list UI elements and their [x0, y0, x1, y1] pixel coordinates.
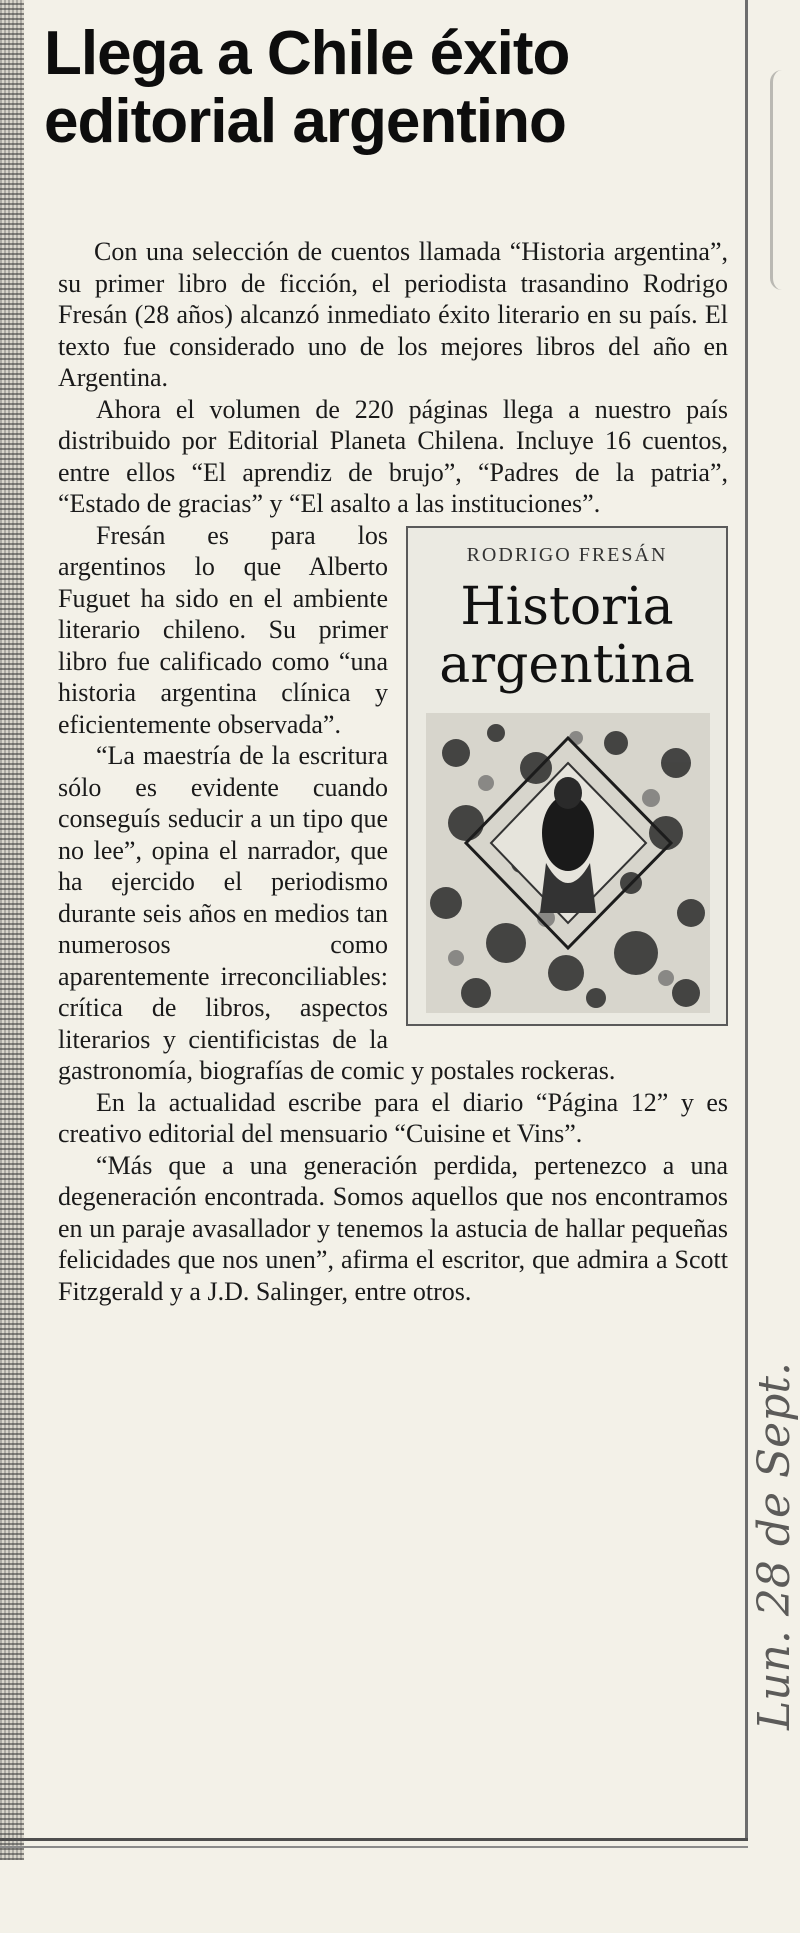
article-paragraph-4: “La maestría de la escritura sólo es evidente cuando conseguís seducir a un tipo que no lee”, opina el narrador, que ha ejercido el periodismo durante seis años en medios tan numerosos como aparentemente irreconciliables: crítica de libros, aspectos literarios y cientificistas de la gastronomía, biografías de comic y postales rockeras. — [58, 741, 616, 1085]
article-paragraph-5: En la actualidad escribe para el diario “Página 12” y es creativo editorial del mensuario “Cuisine et Vins”. — [58, 1087, 728, 1148]
clipping-bottom-rule-secondary — [0, 1846, 748, 1848]
article-paragraph-3: Fresán es para los argentinos lo que Alberto Fuguet ha sido en el ambiente literario chileno. Su primer libro fue calificado como “una historia argentina clínica y eficientemente observada”. — [58, 520, 388, 739]
torn-left-edge — [0, 0, 24, 1860]
article-body — [58, 236, 728, 1307]
book-cover-author: RODRIGO FRESÁN — [466, 543, 668, 566]
book-cover-image — [406, 526, 728, 1026]
article-paragraph-6: “Más que a una generación perdida, pertenezco a una degeneración encontrada. Somos aquellos que nos encontramos en un paraje avasallador y tenemos la astucia de hallar pequeñas felicidades que nos unen”, afirma el escritor, que admira a Scott Fitzgerald y a J.D. Salinger, entre otros. — [58, 1150, 728, 1306]
headline-line-1: Llega a Chile éxito — [44, 19, 570, 88]
article-paragraph-1: Con una selección de cuentos llamada “Historia argentina”, su primer libro de ficción, el periodista trasandino Rodrigo Fresán (28 años) alcanzó inmediato éxito literario en su país. El texto fue considerado uno de los mejores libros del año en Argentina. — [58, 237, 728, 392]
book-cover-title — [408, 578, 726, 694]
article-headline — [44, 20, 734, 156]
column-rule-right — [745, 0, 748, 1840]
book-cover-title-line-2: argentina — [439, 634, 695, 695]
book-cover-artwork — [426, 713, 710, 1013]
headline-line-2: editorial argentino — [44, 87, 566, 156]
clipping-bottom-rule — [0, 1838, 748, 1841]
handwritten-margin-note: Lun. 28 de Sept. — [749, 1361, 800, 1730]
article-paragraph-2: Ahora el volumen de 220 páginas llega a nuestro país distribuido por Editorial Planeta Chilena. Incluye 16 cuentos, entre ellos “El aprendiz de brujo”, “Padres de la patria”, “Estado de gracias” y “El asalto a las instituciones”. — [58, 394, 728, 518]
handwritten-mark — [770, 70, 797, 290]
book-cover-title-line-1: Historia — [460, 576, 674, 637]
